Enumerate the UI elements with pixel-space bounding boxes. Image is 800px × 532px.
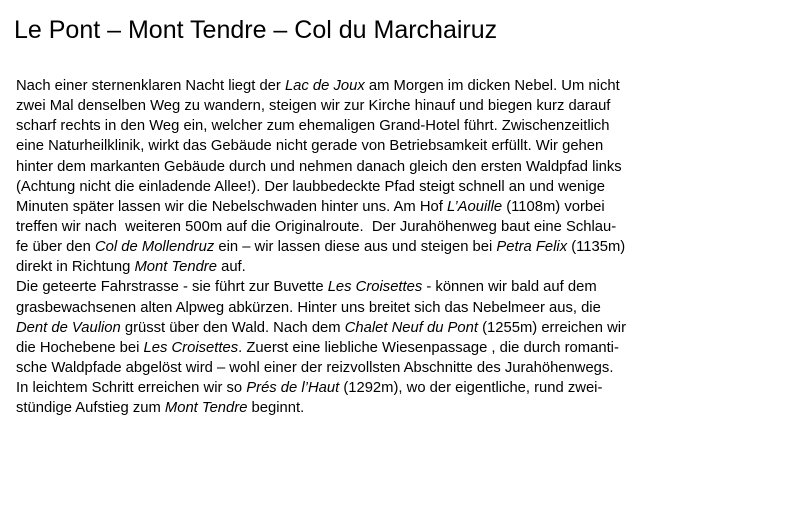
text-run: (1135m) (567, 239, 626, 256)
italic-place-name: Mont Tendre (134, 259, 217, 276)
text-run: ein – wir lassen diese aus und steigen bei (214, 239, 497, 256)
text-line (16, 318, 786, 338)
text-line (16, 338, 786, 358)
text-line (16, 398, 786, 418)
text-run: zwei Mal denselben Weg zu wandern, steigen wir zur Kirche hinauf und biegen kurz darauf (16, 98, 611, 115)
italic-place-name: Prés de l’Haut (246, 380, 340, 397)
italic-place-name: Les Croisettes (143, 339, 239, 356)
text-run: Die geteerte Fahrstrasse - sie führt zur Buvette (16, 279, 328, 296)
text-line (16, 298, 786, 318)
text-line (16, 378, 786, 398)
text-run: treffen wir nach weiteren 500m auf die Originalroute. Der Jurahöhenweg baut eine Schlau- (16, 218, 617, 235)
italic-place-name: L’Aouille (446, 198, 503, 215)
text-run: - können wir bald auf dem (422, 279, 597, 296)
text-line (16, 76, 786, 96)
text-line (16, 277, 786, 297)
italic-place-name: Dent de Vaulion (16, 319, 121, 336)
text-line (16, 157, 786, 177)
text-run: scharf rechts in den Weg ein, welcher zum ehemaligen Grand-Hotel führt. Zwischenzeitlich (16, 118, 610, 135)
text-run: In leichtem Schritt erreichen wir so (16, 380, 247, 397)
text-run: stündige Aufstieg zum (16, 400, 165, 417)
text-run: Minuten später lassen wir die Nebelschwaden hinter uns. Am Hof (16, 198, 447, 215)
italic-place-name: Col de Mollendruz (94, 239, 215, 256)
italic-place-name: Lac de Joux (284, 78, 365, 94)
text-line (16, 96, 786, 116)
text-run: die Hochebene bei (16, 339, 144, 356)
text-run: direkt in Richtung (16, 259, 135, 276)
text-line (16, 136, 786, 156)
text-run: am Morgen im dicken Nebel. Um nicht (364, 78, 620, 94)
article-body (16, 76, 786, 418)
text-run: grasbewachsenen alten Alpweg abkürzen. Hinter uns breitet sich das Nebelmeer aus, die (16, 299, 601, 316)
text-line (16, 116, 786, 136)
text-run: beginnt. (247, 400, 305, 417)
text-line (16, 177, 786, 197)
text-run: (Achtung nicht die einladende Allee!). Der laubbedeckte Pfad steigt schnell an und wenige (16, 178, 605, 195)
italic-place-name: Chalet Neuf du Pont (344, 319, 478, 336)
text-line (16, 217, 786, 237)
text-run: . Zuerst eine liebliche Wiesenpassage , die durch romanti- (238, 339, 619, 356)
document-title: Le Pont – Mont Tendre – Col du Marchairuz (14, 16, 498, 44)
text-line (16, 237, 786, 257)
text-run: hinter dem markanten Gebäude durch und nehmen danach gleich den ersten Waldpfad links (16, 158, 622, 175)
italic-place-name: Les Croisettes (327, 279, 423, 296)
text-run: (1292m), wo der eigentliche, rund zwei- (339, 380, 603, 397)
text-run: fe über den (16, 239, 95, 256)
text-run: eine Naturheilklinik, wirkt das Gebäude nicht gerade von Betriebsamkeit erfüllt. Wir gehen (16, 138, 604, 155)
italic-place-name: Petra Felix (496, 239, 568, 256)
italic-place-name: Mont Tendre (164, 400, 248, 417)
text-run: grüsst über den Wald. Nach dem (120, 319, 345, 336)
text-run: (1108m) vorbei (502, 198, 605, 215)
text-run: (1255m) erreichen wir (478, 319, 627, 336)
text-line (16, 257, 786, 277)
text-line (16, 197, 786, 217)
text-run: auf. (216, 259, 246, 276)
text-line (16, 358, 786, 378)
text-run: Nach einer sternenklaren Nacht liegt der (16, 78, 285, 94)
text-run: sche Waldpfade abgelöst wird – wohl einer der reizvollsten Abschnitte des Jurahöhenwegs. (16, 359, 614, 376)
